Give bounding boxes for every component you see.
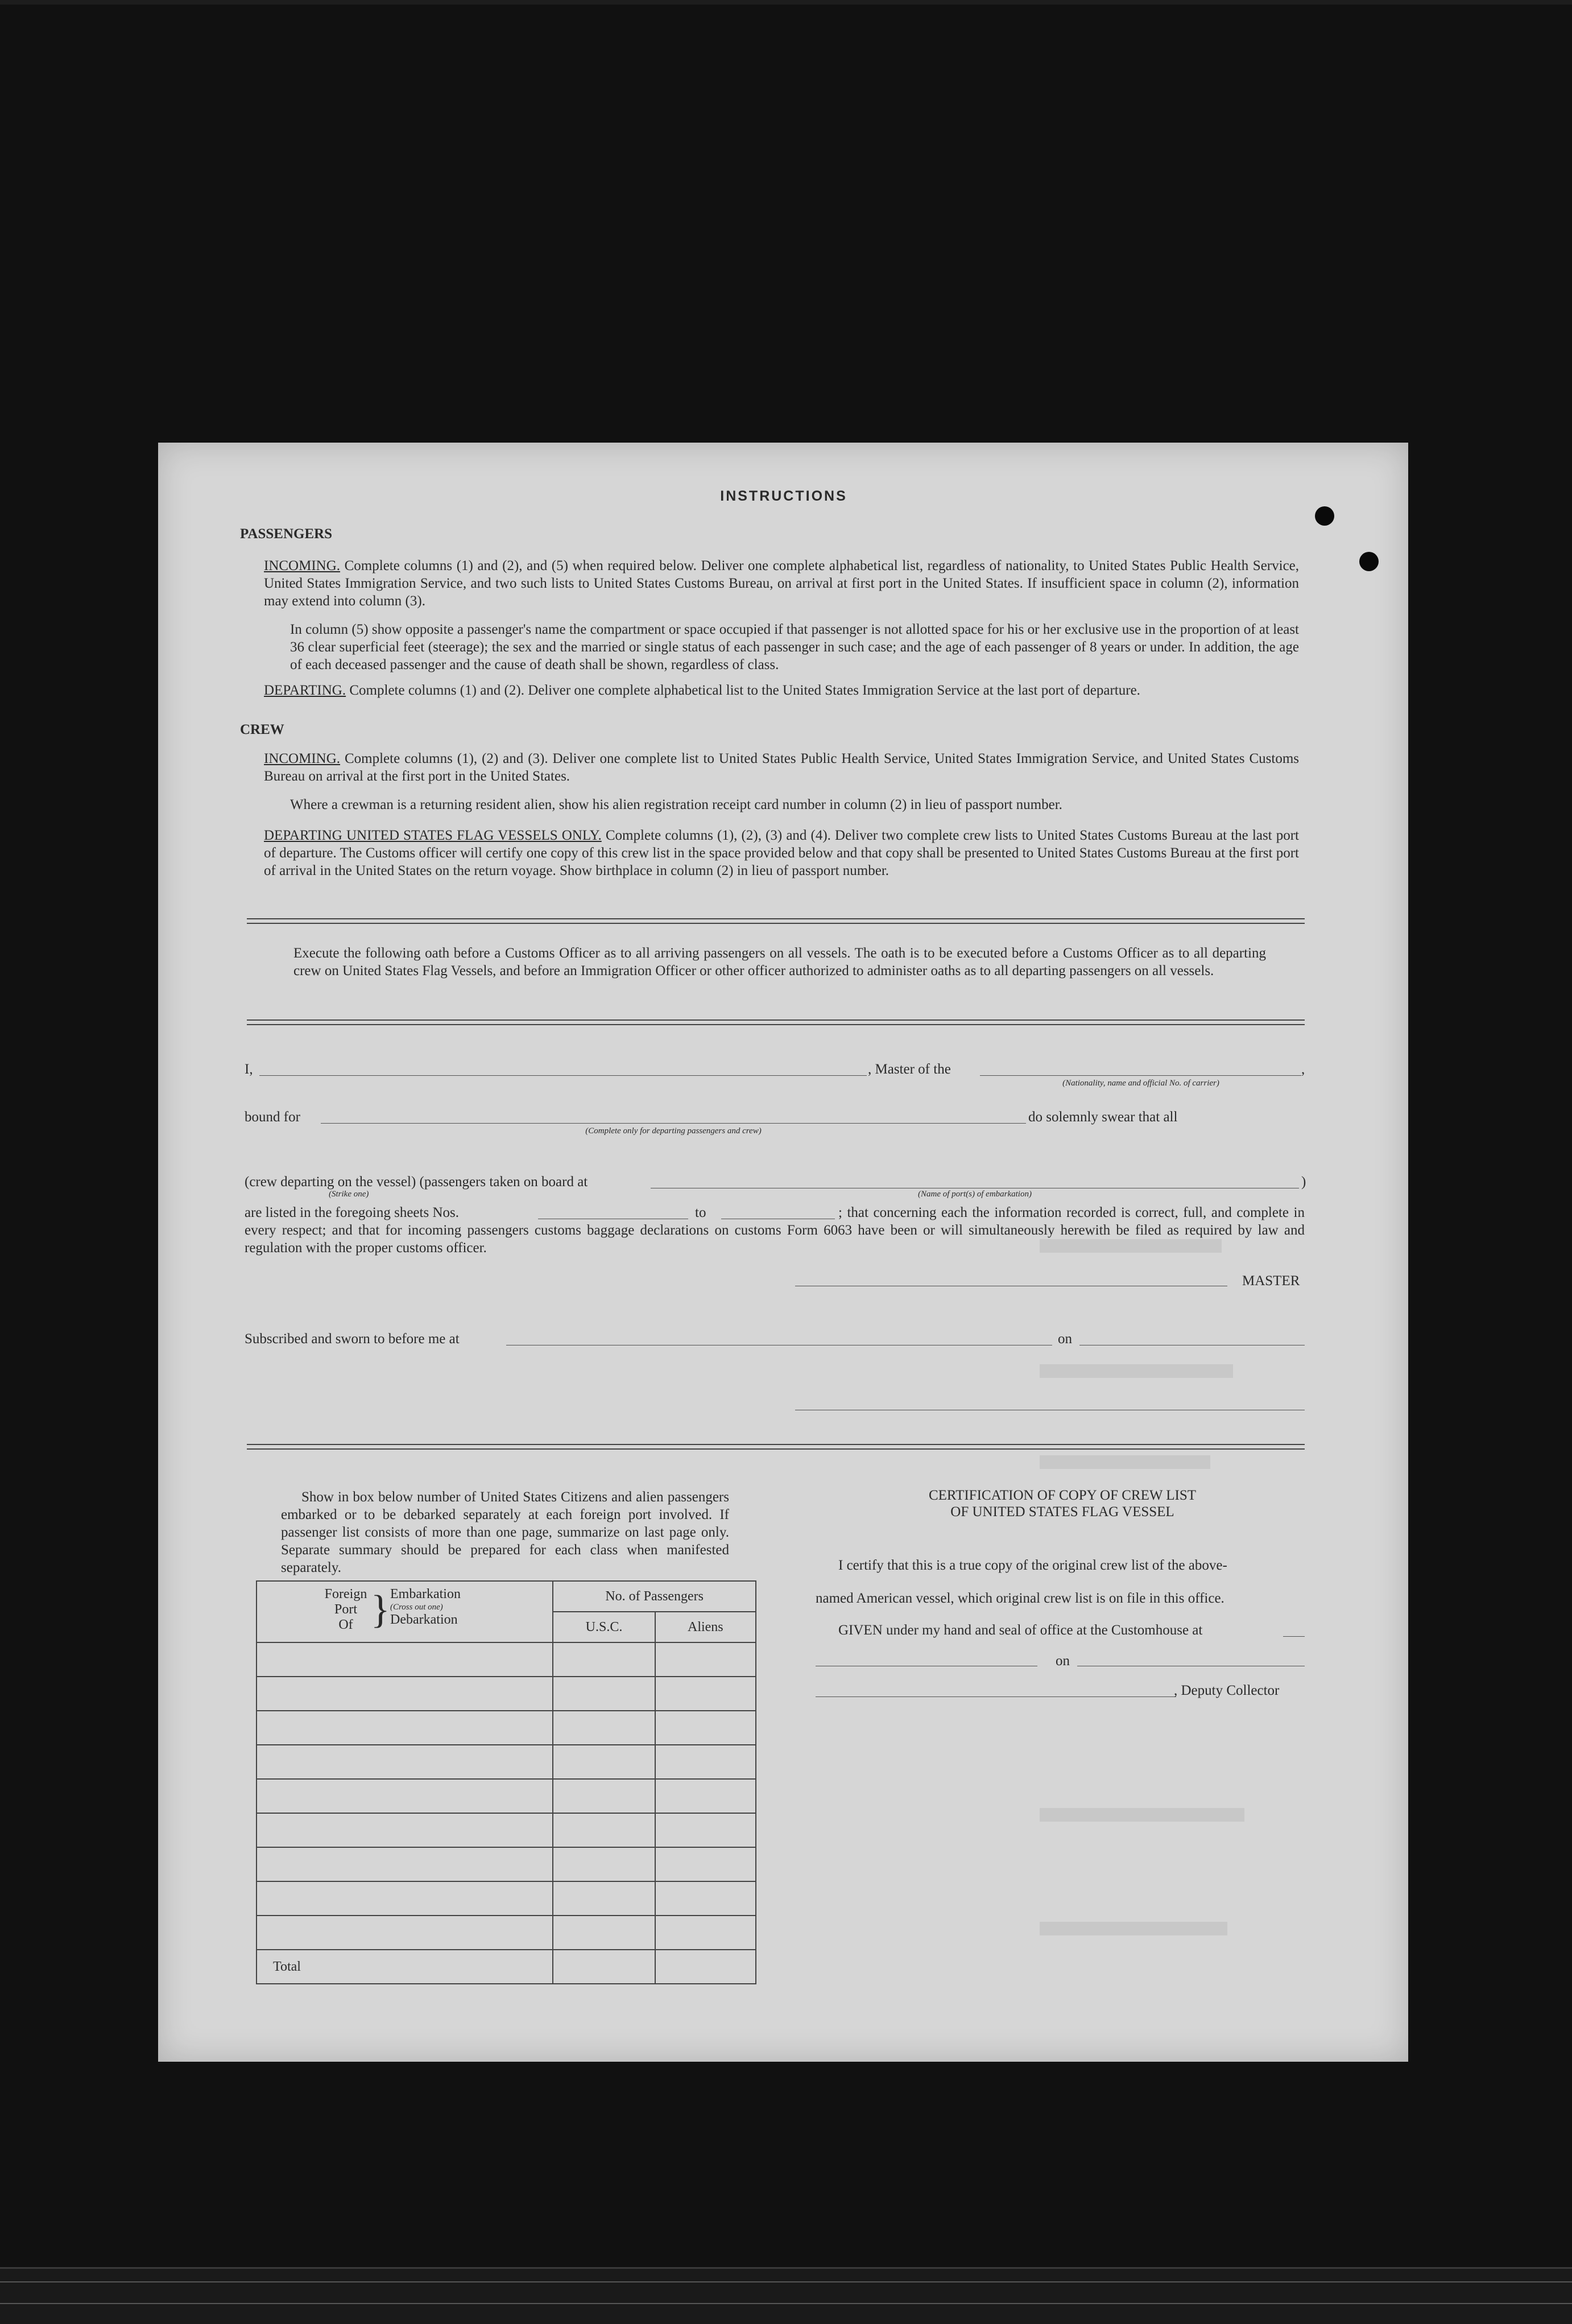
- oath-listed-label: are listed in the foregoing sheets Nos.: [245, 1205, 459, 1220]
- deputy-signature-field[interactable]: [816, 1696, 1176, 1697]
- oath-swear: do solemnly swear that all: [1028, 1109, 1178, 1125]
- table-row: [257, 1642, 756, 1677]
- table-row: [257, 1711, 756, 1745]
- oath-intro: Execute the following oath before a Customs Officer as to all arriving passengers on all vessels. The oath is to be executed before a Customs Officer as to all departing crew on United States Flag Vessels, and before an Immigration Officer or other officer authorized to administer oaths as to all departing passengers on all vessels.: [293, 946, 1266, 979]
- port-header: Foreign Port Of } Embarkation (Cross out one) Debarkation: [257, 1581, 553, 1642]
- port-label: Port: [334, 1602, 357, 1617]
- passengers-departing-paragraph: [264, 682, 1305, 699]
- passengers-incoming-label: INCOMING.: [264, 558, 341, 573]
- ports-note: (Name of port(s) of embarkation): [918, 1190, 1032, 1199]
- total-usc-cell[interactable]: [553, 1950, 655, 1984]
- nationality-note: (Nationality, name and official No. of carrier): [1062, 1079, 1219, 1088]
- usc-header: U.S.C.: [553, 1612, 655, 1642]
- crew-incoming-label: INCOMING.: [264, 751, 341, 766]
- divider: [247, 1024, 1305, 1025]
- certification-title-line1: CERTIFICATION OF COPY OF CREW LIST: [928, 1488, 1197, 1503]
- total-row: [257, 1950, 756, 1984]
- foreign-label: Foreign: [324, 1587, 367, 1601]
- passengers-column5-paragraph: In column (5) show opposite a passenger's name the compartment or space occupied if that passenger is not allotted space for his or her exclusive use in the proportion of at least 36 clear superficial feet (steerage); the sex and the married or single status of each passenger in such case; and the age of each passenger of 8 years or under. In addition, the age of each deceased passenger and the cause of death shall be shown, regardless of class.: [290, 622, 1299, 672]
- master-name-field[interactable]: [259, 1075, 867, 1076]
- passengers-incoming-paragraph: [264, 557, 1299, 610]
- crew-resident-paragraph: Where a crewman is a returning resident alien, show his alien registration receipt card number in column (2) in lieu of passport number.: [290, 797, 1062, 812]
- divider: [247, 923, 1305, 924]
- oath-to-label: to: [695, 1205, 706, 1220]
- punch-hole: [1315, 506, 1334, 526]
- divider: [247, 1019, 1305, 1021]
- bleed-mark: [1040, 1455, 1210, 1469]
- punch-hole: [1359, 552, 1379, 571]
- passengers-heading: PASSENGERS: [240, 526, 333, 542]
- certification-on-label: on: [1056, 1653, 1070, 1669]
- crew-flag-label: DEPARTING UNITED STATES FLAG VESSELS ONLY.: [264, 828, 602, 843]
- passengers-incoming-text: Complete columns (1) and (2), and (5) when required below. Deliver one complete alphabetical list, regardless of nationality, to United States Public Health Service, United States Immigration Service, and two such lists to United States Customs Bureau, on arrival at first port in the United States. If insufficient space in column (2), information may extend into column (3).: [264, 558, 1300, 609]
- certification-title: [858, 1487, 1267, 1520]
- deputy-collector-label: , Deputy Collector: [1174, 1683, 1280, 1698]
- divider: [247, 1448, 1305, 1450]
- film-bottom-edge: [0, 2267, 1572, 2324]
- film-top-edge: [0, 0, 1572, 5]
- master-label: MASTER: [1242, 1273, 1300, 1289]
- crew-flag-text: Complete columns (1), (2), (3) and (4). Deliver two complete crew lists to United States Customs Bureau at the last port of departure. The Customs officer will certify one copy of this crew list in the space provided below and that copy shall be presented to United States Customs Bureau at the first port of arrival in the United States on the return voyage. Show birthplace in column (2) in lieu of passport number.: [264, 828, 1300, 878]
- oath-i-label: I,: [245, 1062, 253, 1077]
- passengers-departing-label: DEPARTING.: [264, 683, 346, 698]
- summary-instructions: Show in box below number of United States Citizens and alien passengers embarked or to be debarked separately at each foreign port involved. If passenger list consists of more than one page, summarize on last page only. Separate summary should be prepared for each class when manifested separately.: [281, 1489, 729, 1575]
- cross-out-note: (Cross out one): [390, 1603, 443, 1612]
- oath-master-of: , Master of the: [868, 1062, 951, 1077]
- subscribed-label: Subscribed and sworn to before me at: [245, 1331, 460, 1347]
- certification-line1: I certify that this is a true copy of the original crew list of the above-: [838, 1558, 1227, 1573]
- document-page: INSTRUCTIONS PASSENGERS INCOMING. Complete columns (1) and (2), and (5) when required below. Deliver one complete alphabetical list, regardless of nationality, to United States Public Health Service, United States Immigration Service, and two such lists to United States Customs Bureau, on arrival at first port in the United States. If insufficient space in column (2), information may extend into column (3). In column (5) show opposite a passenger's name the compartment or space occupied if that passenger is not allotted space for his or her exclusive use in the proportion of at least 36 clear superficial feet (steerage); the sex and the married or single status of each passenger in such case; and the age of each passenger of 8 years or under. In addition, the age of each deceased passenger and the cause of death shall be shown, regardless of class. DEPARTING. Complete columns (1) and (2). Deliver one complete alphabetical list to the United States Immigration Service at the last port of departure. CREW INCOMING. Complete columns (1), (2) and (3). Deliver one complete list to United States Public Health Service, United States Immigration Service, and United States Customs Bureau on arrival at the first port in the United States. Where a crewman is a returning resident alien, show his alien registration receipt card number in column (2) in lieu of passport number. DEPARTING UNITED STATES FLAG VESSELS ONLY. Complete columns (1), (2), (3) and (4). Deliver two complete crew lists to United States Customs Bureau at the last port of departure. The Customs officer will certify one copy of this crew list in the space provided below and that copy shall be presented to United States Customs Bureau at the first port of arrival in the United States on the return voyage. Show birthplace in column (2) in lieu of passport number. Execute the following oath before a Customs Officer as to all arriving passengers on all vessels. The oath is to be executed before a Customs Officer as to all departing crew on United States Flag Vessels, and before an Immigration Officer or other officer authorized to administer oaths as to all departing passengers on all vessels. I, , Master of the , (Nationality, name and official No. of carrier) bound for do solemnly swear that all (Complete only for departing passengers and crew) (crew departing on the vessel) (passengers taken on board at ) (Strike one) (Name of port(s) of embarkation) are listed in the foregoing sheets Nos. to ; that concerning each the information recorded is correct, full, and complete in every respect; and that for incoming passengers customs baggage declarations on customs Form 6063 have been or will simultaneously herewith be filed as required by law and regulation with the proper customs officer. MASTER Subscribed and sworn to before me at on Show in box below number of United States Citizens and alien passengers embarked or to be debarked separately at each foreign port involved. If passenger list consists of more than one page, summarize on last page only. Separate summary should be prepared for each class when manifested separately. Foreign Port Of } Embarkation (Cross out one) Debarkation No. of Passengers U.S.C. Aliens Total CERTIFICATION OF COPY OF CREW LIST OF UNITED STATES FLAG VESSEL I certify that this is a true copy of the original crew list of the above- named American vessel, which original crew list is on file in this office. GIVEN under my hand and seal of office at the Customhouse at on , Deputy Collector: [158, 443, 1408, 2062]
- table-row: [257, 1813, 756, 1847]
- of-label: Of: [338, 1617, 353, 1632]
- table-row: [257, 1881, 756, 1916]
- certification-line3: GIVEN under my hand and seal of office at the Customhouse at: [838, 1623, 1203, 1638]
- aliens-header: Aliens: [655, 1612, 756, 1642]
- crew-flag-paragraph: [264, 827, 1299, 880]
- oath-certify-text: ; that concerning each the information recorded is correct, full, and complete in every respect; and that for incoming passengers customs baggage declarations on customs Form 6063 have been or will simultaneously herewith be filed as required by law and regulation with the proper customs officer.: [245, 1205, 1305, 1256]
- divider: [247, 918, 1305, 919]
- oath-bound-for: bound for: [245, 1109, 300, 1125]
- total-label: Total: [257, 1950, 553, 1984]
- total-aliens-cell[interactable]: [655, 1950, 756, 1984]
- bleed-mark: [1040, 1364, 1233, 1378]
- vessel-field[interactable]: [980, 1075, 1301, 1076]
- debarkation-label: Debarkation: [390, 1612, 458, 1627]
- passengers-departing-text: Complete columns (1) and (2). Deliver one complete alphabetical list to the United States Immigration Service at the last port of departure.: [349, 683, 1140, 698]
- certification-title-line2: OF UNITED STATES FLAG VESSEL: [950, 1504, 1174, 1520]
- customhouse-field[interactable]: [1283, 1636, 1305, 1637]
- divider: [247, 1444, 1305, 1445]
- table-row: [257, 1847, 756, 1881]
- departing-note: (Complete only for departing passengers and crew): [585, 1126, 762, 1136]
- no-passengers-header: No. of Passengers: [553, 1581, 756, 1612]
- table-row: [257, 1745, 756, 1779]
- bound-for-field[interactable]: [321, 1123, 1026, 1124]
- strike-note: (Strike one): [329, 1190, 369, 1199]
- crew-heading: CREW: [240, 722, 284, 737]
- embarkation-label: Embarkation: [390, 1587, 461, 1601]
- certification-line2: named American vessel, which original crew list is on file in this office.: [816, 1591, 1224, 1606]
- page-title: INSTRUCTIONS: [720, 488, 847, 504]
- bleed-mark: [1040, 1808, 1244, 1822]
- sworn-on-label: on: [1058, 1331, 1072, 1347]
- crew-incoming-paragraph: [264, 750, 1299, 785]
- oath-crew-departing: (crew departing on the vessel) (passengers taken on board at: [245, 1174, 588, 1190]
- passenger-summary-table: [256, 1580, 756, 1984]
- crew-incoming-text: Complete columns (1), (2) and (3). Deliver one complete list to United States Public Health Service, United States Immigration Service, and United States Customs Bureau on arrival at the first port in the United States.: [264, 751, 1299, 784]
- bleed-mark: [1040, 1922, 1227, 1935]
- table-row: [257, 1677, 756, 1711]
- table-row: [257, 1779, 756, 1813]
- table-row: [257, 1916, 756, 1950]
